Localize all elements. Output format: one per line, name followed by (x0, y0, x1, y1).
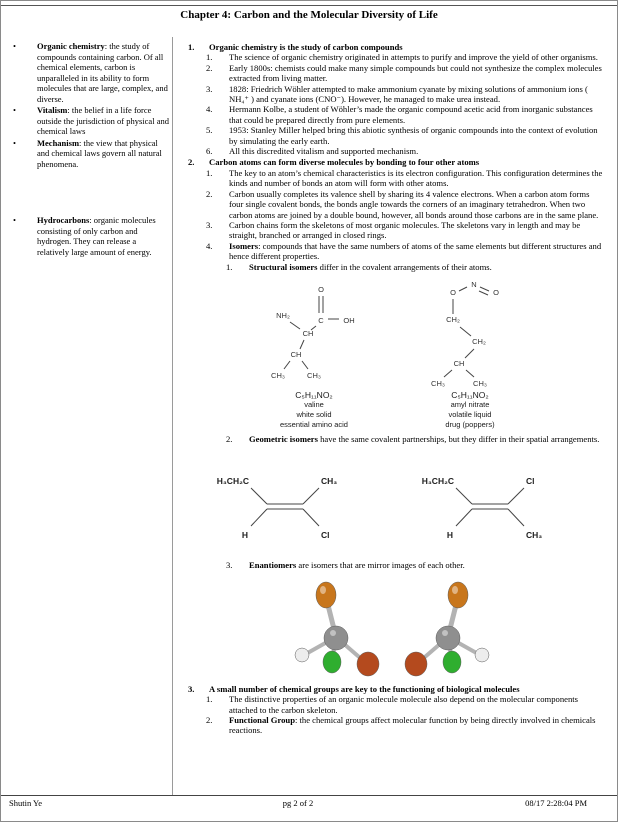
substituent-label: H₃CH₂C (421, 476, 454, 487)
page-title: Chapter 4: Carbon and the Molecular Diversity of Life (180, 9, 438, 21)
item-text: The distinctive properties of an organic molecule molecule also depend on the molecular components attached to the carbon skeleton. (229, 694, 578, 715)
sidebar-note-organic-chemistry (9, 41, 169, 104)
outline-item (181, 694, 603, 715)
item-text: 1828: Friedrich Wöhler attempted to make ammonium cyanate by mixing solutions of ammonium ions ( NH₄⁺ ) and cyanate ions (CNO⁻). However, he managed to make urea instead. (229, 83, 588, 105)
outline-item (181, 84, 603, 105)
outline-item (181, 104, 603, 125)
outline-item-functional-group (181, 715, 603, 736)
item-number: 2. (206, 188, 213, 199)
item-number: 6. (206, 146, 213, 157)
item-number: 3. (206, 83, 213, 94)
column-divider (172, 37, 173, 795)
substituent-label: Cl (525, 476, 534, 487)
atom-label: OH (343, 315, 355, 325)
compound-name: valine (304, 399, 324, 409)
item-text: 1953: Stanley Miller helped bring this abiotic synthesis of organic compounds into the context of evolution by simulating the early earth. (229, 125, 598, 146)
outline-item (181, 220, 603, 241)
gray-atom-ball (324, 626, 348, 650)
atom-label: CH (453, 358, 465, 368)
compound-name: amyl nitrate (450, 399, 490, 409)
white-atom-ball (295, 648, 309, 662)
item-text: Enantiomers are isomers that are mirror images of each other. (249, 560, 465, 571)
item-text: Carbon chains form the skeletons of most organic molecules. The skeletons vary in length and may be straight, branched or arranged in closed rings. (229, 219, 581, 241)
structural-isomers-figure (181, 278, 603, 430)
atom-label: CH₃ (473, 378, 487, 388)
atom-label: NH₂ (276, 310, 290, 320)
footer-rule (1, 795, 617, 796)
bullet-icon (9, 105, 37, 137)
substituent-label: H (241, 530, 248, 541)
footer-author: Shutin Ye (9, 798, 43, 808)
item-text: Functional Group: the chemical groups affect molecular function by being directly involved in chemicals reactions. (229, 714, 596, 736)
outline-item-isomers (181, 241, 603, 262)
atom-label: CH₂ (472, 336, 486, 346)
item-text: Hermann Kolbe, a student of Wöhler’s made the organic compound acetic acid from inorganic substances that could be prepared directly from pure elements. (229, 104, 593, 125)
bullet-icon (9, 138, 37, 170)
item-text: Early 1800s: chemists could make many simple compounds but could not synthesize the complex molecules extracted from living matter. (229, 62, 602, 84)
amyl-nitrate-structure (415, 278, 525, 430)
outline-item-geometric-isomers (181, 434, 603, 444)
item-number: 1. (206, 167, 213, 178)
substituent-label: Cl (320, 530, 329, 541)
compound-desc: white solid (296, 409, 332, 419)
outline-item (181, 168, 603, 189)
note-term: Mechanism (37, 137, 80, 148)
item-number: 3. (188, 683, 195, 694)
item-text: Isomers: compounds that have the same numbers of atoms of the same elements but different structures and hence different properties. (229, 240, 602, 262)
valine-structure (259, 278, 369, 430)
atom-label: CH₂ (446, 314, 460, 324)
item-number: 4. (206, 240, 213, 251)
note-text (37, 41, 169, 104)
chemical-formula: C₅H₁₁NO₂ (295, 389, 333, 400)
note-term: Organic chemistry (37, 41, 105, 51)
section-title: Organic chemistry is the study of carbon compounds (209, 42, 403, 52)
compound-desc: essential amino acid (280, 419, 348, 429)
sidebar-note-mechanism (9, 138, 169, 170)
note-text (37, 215, 169, 257)
item-number: 3. (206, 219, 213, 230)
section-title: Carbon atoms can form diverse molecules by bonding to four other atoms (209, 157, 480, 168)
section-title: A small number of chemical groups are key to the functioning of biological molecules (209, 683, 520, 694)
atom-label: O (450, 287, 456, 297)
note-term: Vitalism (37, 105, 68, 115)
outline-item (181, 125, 603, 146)
geometric-isomers-figure (181, 458, 603, 550)
item-text: Geometric isomers have the same covalent partnerships, but they differ in their spatial arrangements. (249, 433, 600, 444)
gray-atom-ball (436, 626, 460, 650)
header-rule (1, 5, 617, 6)
item-number: 1. (226, 261, 233, 272)
orange-atom-ball (448, 582, 468, 608)
item-text: The science of organic chemistry originated in attempts to purify and improve the yield of other organisms. (229, 52, 598, 63)
outline-item (181, 189, 603, 220)
atom-label: C (318, 315, 324, 325)
compound-desc: drug (poppers) (445, 419, 495, 429)
item-number: 1. (188, 42, 195, 52)
sidebar-note-vitalism (9, 105, 169, 137)
footer-datetime: 08/17 2:28:04 PM (525, 798, 588, 808)
green-atom-ball (323, 651, 341, 673)
substituent-label: H (446, 530, 453, 541)
geometric-isomer-right-diagram (420, 458, 570, 550)
atom-label: O (318, 284, 324, 294)
item-number: 2. (226, 433, 233, 444)
red-atom-ball (357, 652, 379, 676)
amyl-nitrate-skeletal-diagram (415, 278, 525, 390)
enantiomer-model-left (290, 575, 385, 680)
substituent-label: H₃CH₂C (216, 476, 249, 487)
outline-item-enantiomers (181, 560, 603, 570)
outline-section-2 (181, 157, 603, 167)
item-number: 2. (188, 157, 195, 168)
amyl-nitrate-caption (445, 390, 494, 430)
item-number: 2. (206, 714, 213, 725)
outline-item (181, 63, 603, 84)
compound-desc: volatile liquid (448, 409, 492, 419)
note-text (37, 105, 169, 137)
outline-item (181, 146, 603, 156)
item-text: The key to an atom’s chemical characteristics is its electron configuration. This configuration determines the kinds and number of bonds an atom will form with other atoms. (229, 167, 603, 189)
white-atom-ball (475, 648, 489, 662)
item-text: Carbon usually completes its valence shell by sharing its 4 valence electrons. When a carbon atom forms four single covalent bonds, the bonds angle towards the corners of an imaginary tetrahedron. When two carbon atoms are joined by a double bound, however, all bonds around those carbons are in the same plane. (229, 188, 599, 220)
sidebar-note-hydrocarbons (9, 215, 169, 257)
note-text (37, 138, 169, 170)
note-definition: : the view that physical and chemical laws govern all natural phenomena. (37, 137, 162, 169)
item-number: 1. (206, 694, 213, 705)
item-text: Structural isomers differ in the covalent arrangements of their atoms. (249, 261, 492, 272)
note-definition: : organic molecules consisting of only carbon and hydrogen. They can release a relatively large amount of energy. (37, 215, 156, 257)
footer-page-number: pg 2 of 2 (282, 798, 314, 808)
outline-section-1 (181, 42, 603, 52)
item-number: 4. (206, 104, 213, 115)
atom-label: CH (302, 328, 314, 338)
bullet-icon (9, 41, 37, 104)
substituent-label: CH₃ (525, 530, 542, 541)
atom-label: N (471, 279, 477, 289)
atom-label: O (493, 287, 499, 297)
substituent-label: CH₃ (320, 476, 337, 487)
bullet-icon (9, 215, 37, 257)
green-atom-ball (443, 651, 461, 673)
valine-skeletal-diagram (259, 278, 369, 390)
item-number: 2. (206, 62, 213, 73)
valine-caption (280, 390, 348, 430)
outline-item (181, 52, 603, 62)
item-text: All this discredited vitalism and supported mechanism. (229, 146, 419, 157)
geometric-isomer-left-diagram (215, 458, 365, 550)
enantiomers-figure (181, 575, 603, 680)
outline-item-structural-isomers (181, 262, 603, 272)
orange-atom-ball (316, 582, 336, 608)
note-definition: : the study of compounds containing carbon. Of all chemical elements, carbon is unparalleled in its ability to form molecules that are large, complex, and diverse. (37, 41, 168, 104)
page-footer (9, 798, 587, 808)
chemical-formula: C₅H₁₁NO₂ (451, 389, 489, 400)
atom-label: CH₃ (271, 370, 285, 380)
item-number: 5. (206, 125, 213, 136)
enantiomer-model-right (399, 575, 494, 680)
atom-label: CH₃ (431, 378, 445, 388)
note-definition: : the belief in a life force outside the jurisdiction of physical and chemical laws (37, 105, 169, 136)
sidebar-notes (9, 41, 169, 258)
outline-content (181, 41, 603, 736)
note-term: Hydrocarbons (37, 215, 90, 225)
item-number: 1. (206, 52, 213, 63)
outline-section-3 (181, 684, 603, 694)
atom-label: CH (290, 349, 302, 359)
red-atom-ball (405, 652, 427, 676)
atom-label: CH₃ (307, 370, 321, 380)
item-number: 3. (226, 560, 233, 571)
